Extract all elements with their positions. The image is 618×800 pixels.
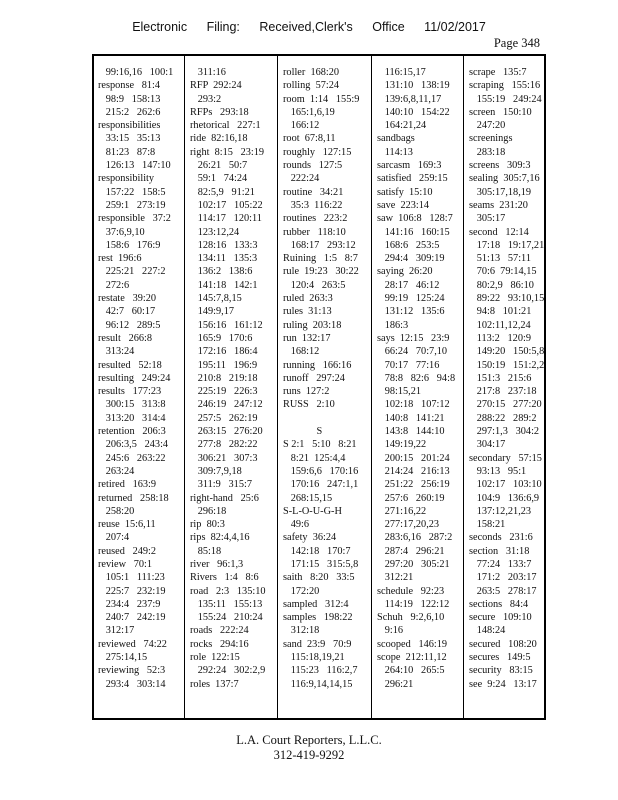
index-entry: 85:18	[190, 545, 222, 557]
index-entry: 311:16	[190, 67, 226, 78]
column-divider	[277, 56, 278, 718]
index-entry: 94:8 101:21	[469, 306, 532, 318]
index-entry: 251:22 256:19	[377, 479, 450, 491]
index-entry: review 70:1	[98, 558, 153, 570]
index-entry: 159:6,6 170:16	[283, 465, 359, 477]
index-entry: 120:4 263:5	[283, 279, 346, 291]
index-entry: 81:23 87:8	[98, 146, 156, 158]
index-entry: 270:15 277:20	[469, 399, 542, 411]
index-entry: 225:7 232:19	[98, 585, 166, 597]
index-entry: 149:19,22	[377, 439, 427, 451]
index-entry: 206:3,5 243:4	[98, 439, 169, 451]
index-entry: 28:17 46:12	[377, 279, 440, 291]
index-entry: see 9:24 13:17	[469, 678, 537, 690]
index-entry: S-L-O-U-G-H	[283, 505, 342, 517]
index-entry: 104:9 136:6,9	[469, 492, 540, 504]
index-entry: 283:18	[469, 146, 506, 158]
index-entry: scooped 146:19	[377, 638, 448, 650]
index-entry: 168:17 293:12	[283, 239, 356, 251]
index-entry: 149:9,17	[190, 306, 235, 318]
index-entry: 222:24	[283, 173, 320, 185]
index-entry: 126:13 147:10	[98, 160, 171, 172]
index-entry: 294:4 309:19	[377, 253, 445, 265]
index-entry: ride 82:16,18	[190, 133, 248, 145]
index-entry: 99:19 125:24	[377, 293, 445, 305]
index-entry: 195:11 196:9	[190, 359, 258, 371]
footer-phone: 312-419-9292	[273, 748, 345, 762]
filing-header	[0, 20, 618, 34]
index-entry: rip 80:3	[190, 519, 225, 531]
page-number: Page 348	[493, 36, 540, 50]
index-entry: rounds 127:5	[283, 160, 343, 172]
filing-header-office: Office	[372, 20, 405, 34]
index-entry: 139:6,8,11,17	[377, 93, 442, 105]
index-entry: saith 8:20 33:5	[283, 572, 355, 584]
index-entry: 102:17 105:22	[190, 199, 263, 211]
index-entry: ruling 203:18	[283, 319, 342, 331]
index-entry: root 67:8,11	[283, 133, 336, 145]
index-entry: 142:18 170:7	[283, 545, 351, 557]
index-entry: 114:17 120:11	[190, 213, 262, 225]
index-entry: 313:20 314:4	[98, 412, 166, 424]
index-entry: 150:19 151:2,2	[469, 359, 545, 371]
index-entry: 35:3 116:22	[283, 199, 343, 211]
index-entry: 102:18 107:12	[377, 399, 450, 411]
index-entry: rhetorical 227:1	[190, 120, 261, 132]
index-entry: 171:2 203:17	[469, 572, 537, 584]
index-entry: says 12:15 23:9	[377, 332, 450, 344]
index-column-1	[98, 66, 184, 714]
index-entry: 214:24 216:13	[377, 465, 450, 477]
index-entry: 158:6 176:9	[98, 239, 161, 251]
index-entry: 287:4 296:21	[377, 545, 445, 557]
index-entry: screen 150:10	[469, 106, 532, 118]
index-entry: Schuh 9:2,6,10	[377, 612, 445, 624]
index-entry: 145:7,8,15	[190, 293, 242, 305]
index-entry: 264:10 265:5	[377, 665, 445, 677]
index-entry: 263:5 278:17	[469, 585, 537, 597]
index-column-5	[469, 66, 545, 714]
index-entry: 156:16 161:12	[190, 319, 263, 331]
index-entry: 277:8 282:22	[190, 439, 258, 451]
index-entry: 77:24 133:7	[469, 558, 532, 570]
index-entry: S 2:1 5:10 8:21	[283, 439, 357, 451]
index-entry: responsible 37:2	[98, 213, 171, 225]
index-entry: 297:20 305:21	[377, 558, 450, 570]
index-entry: 140:8 141:21	[377, 412, 445, 424]
index-entry: satisfy 15:10	[377, 186, 433, 198]
index-entry: 168:12	[283, 346, 320, 358]
index-entry: 296:18	[190, 505, 227, 517]
index-entry: rocks 294:16	[190, 638, 249, 650]
index-entry: returned 258:18	[98, 492, 169, 504]
index-entry: 272:6	[98, 279, 130, 291]
index-entry: 186:3	[377, 319, 409, 331]
index-column-4	[377, 66, 463, 714]
index-entry: 96:12 289:5	[98, 319, 161, 331]
index-entry: running 166:16	[283, 359, 352, 371]
index-entry: roughly 127:15	[283, 146, 352, 158]
index-entry: sealing 305:7,16	[469, 173, 540, 185]
index-column-3	[283, 66, 371, 714]
column-divider	[371, 56, 372, 718]
index-entry: 258:20	[98, 505, 135, 517]
index-entry: RFP 292:24	[190, 80, 242, 92]
index-entry: 172:16 186:4	[190, 346, 258, 358]
index-entry: 123:12,24	[190, 226, 240, 238]
index-entry: 116:9,14,14,15	[283, 678, 353, 690]
index-entry: seconds 231:6	[469, 532, 533, 544]
index-entry: run 132:17	[283, 332, 331, 344]
index-entry: runoff 297:24	[283, 372, 345, 384]
index-entry: 300:15 313:8	[98, 399, 166, 411]
index-entry: 26:21 50:7	[190, 160, 248, 172]
index-entry: secured 108:20	[469, 638, 537, 650]
index-entry: roller 168:20	[283, 67, 340, 78]
index-entry: 246:19 247:12	[190, 399, 263, 411]
index-entry: 297:1,3 304:2	[469, 426, 540, 438]
column-divider	[463, 56, 464, 718]
index-entry: 140:10 154:22	[377, 106, 450, 118]
index-entry: 257:5 262:19	[190, 412, 258, 424]
index-entry: 128:16 133:3	[190, 239, 258, 251]
index-entry: 217:8 237:18	[469, 386, 537, 398]
index-entry: 9:16	[377, 625, 404, 637]
index-entry: 148:24	[469, 625, 506, 637]
index-entry: 215:2 262:6	[98, 106, 161, 118]
index-entry: right-hand 25:6	[190, 492, 259, 504]
index-entry: 225:21 227:2	[98, 266, 166, 278]
index-entry: 312:21	[377, 572, 414, 584]
index-entry: routines 223:2	[283, 213, 348, 225]
index-entry: runs 127:2	[283, 386, 330, 398]
index-entry: 102:17 103:10	[469, 479, 542, 491]
index-entry: rule 19:23 30:22	[283, 266, 359, 278]
index-entry: 304:17	[469, 439, 506, 451]
index-entry: 99:16,16 100:1	[98, 67, 174, 78]
index-entry: 305:17,18,19	[469, 186, 532, 198]
filing-header-filing: Filing:	[206, 20, 240, 34]
filing-header-date: 11/02/2017	[424, 20, 486, 34]
index-entry: 283:6,16 287:2	[377, 532, 453, 544]
index-entry	[283, 412, 371, 425]
index-entry: role 122:15	[190, 652, 240, 664]
index-entry: 207:4	[98, 532, 130, 544]
index-entry: responsibility	[98, 173, 155, 185]
index-entry: 158:21	[469, 519, 506, 531]
index-entry: reused 249:2	[98, 545, 157, 557]
index-entry: sampled 312:4	[283, 598, 349, 610]
index-entry: scrape 135:7	[469, 67, 527, 78]
index-entry: results 177:23	[98, 386, 162, 398]
index-entry: sand 23:9 70:9	[283, 638, 352, 650]
index-entry: room 1:14 155:9	[283, 93, 360, 105]
index-entry: 200:15 201:24	[377, 452, 450, 464]
index-entry: road 2:3 135:10	[190, 585, 266, 597]
index-entry: reviewing 52:3	[98, 665, 166, 677]
index-entry: 155:19 249:24	[469, 93, 542, 105]
index-entry: 309:7,9,18	[190, 465, 242, 477]
index-entry: retention 206:3	[98, 426, 166, 438]
index-entry: second 12:14	[469, 226, 529, 238]
index-entry: 33:15 35:13	[98, 133, 161, 145]
footer-company: L.A. Court Reporters, L.L.C.	[236, 733, 382, 747]
index-entry: 105:1 111:23	[98, 572, 165, 584]
index-entry: 49:6	[283, 519, 310, 531]
index-entry: 225:19 226:3	[190, 386, 258, 398]
index-entry: 311:9 315:7	[190, 479, 252, 491]
index-entry: result 266:8	[98, 332, 153, 344]
index-entry: 143:8 144:10	[377, 426, 445, 438]
index-entry: 210:8 219:18	[190, 372, 258, 384]
index-entry: 70:17 77:16	[377, 359, 440, 371]
index-entry: 293:4 303:14	[98, 678, 166, 690]
index-entry: 8:21 125:4,4	[283, 452, 346, 464]
index-entry: 113:2 120:9	[469, 332, 531, 344]
index-entry: Rivers 1:4 8:6	[190, 572, 259, 584]
index-entry: screenings	[469, 133, 513, 145]
index-entry: retired 163:9	[98, 479, 157, 491]
index-entry: saying 26:20	[377, 266, 433, 278]
index-entry: 134:11 135:3	[190, 253, 258, 265]
index-entry: 312:18	[283, 625, 320, 637]
index-frame	[92, 54, 546, 720]
index-entry: 89:22 93:10,15	[469, 293, 545, 305]
index-entry: roads 222:24	[190, 625, 249, 637]
index-entry: 66:24 70:7,10	[377, 346, 448, 358]
index-entry: rolling 57:24	[283, 80, 340, 92]
index-entry: 240:7 242:19	[98, 612, 166, 624]
index-entry: 137:12,21,23	[469, 505, 532, 517]
index-entry: 288:22 289:2	[469, 412, 537, 424]
index-entry: roles 137:7	[190, 678, 239, 690]
index-entry: 171:15 315:5,8	[283, 558, 359, 570]
index-entry: 275:14,15	[98, 652, 148, 664]
index-entry: rubber 118:10	[283, 226, 346, 238]
index-entry: satisfied 259:15	[377, 173, 448, 185]
index-entry: sections 84:4	[469, 598, 529, 610]
index-entry: 116:15,17	[377, 67, 426, 78]
index-entry: 114:19 122:12	[377, 598, 450, 610]
index-entry: 166:12	[283, 120, 320, 132]
index-entry: 59:1 74:24	[190, 173, 248, 185]
index-entry: 165:1,6,19	[283, 106, 335, 118]
index-entry: reuse 15:6,11	[98, 519, 156, 531]
index-entry: secure 109:10	[469, 612, 532, 624]
index-entry: 165:9 170:6	[190, 332, 253, 344]
index-entry: 263:24	[98, 465, 135, 477]
index-entry: routine 34:21	[283, 186, 344, 198]
index-column-2	[190, 66, 277, 714]
index-entry: 17:18 19:17,21	[469, 239, 545, 251]
index-entry: rest 196:6	[98, 253, 142, 265]
index-entry: resulted 52:18	[98, 359, 162, 371]
index-entry: 268:15,15	[283, 492, 333, 504]
index-entry: 115:23 116:2,7	[283, 665, 358, 677]
index-entry: 155:24 210:24	[190, 612, 263, 624]
column-divider	[184, 56, 185, 718]
index-entry: 292:24 302:2,9	[190, 665, 266, 677]
index-entry: 141:16 160:15	[377, 226, 450, 238]
index-entry: restate 39:20	[98, 293, 157, 305]
index-entry: 257:6 260:19	[377, 492, 445, 504]
index-entry: 312:17	[98, 625, 135, 637]
index-entry: 115:18,19,21	[283, 652, 345, 664]
index-entry: schedule 92:23	[377, 585, 445, 597]
index-entry: RUSS 2:10	[283, 399, 335, 411]
index-entry: 149:20 150:5,8	[469, 346, 545, 358]
index-entry: 42:7 60:17	[98, 306, 156, 318]
index-entry: 102:11,12,24	[469, 319, 531, 331]
index-entry: security 83:15	[469, 665, 533, 677]
index-entry: 271:16,22	[377, 505, 427, 517]
index-entry: 135:11 155:13	[190, 598, 263, 610]
index-entry: 305:17	[469, 213, 506, 225]
index-entry: 114:13	[377, 146, 413, 158]
index-entry: 131:12 135:6	[377, 306, 445, 318]
index-entry: 98:15,21	[377, 386, 422, 398]
index-entry: seams 231:20	[469, 199, 528, 211]
index-entry: rips 82:4,4,16	[190, 532, 250, 544]
index-entry: 306:21 307:3	[190, 452, 258, 464]
index-entry: secondary 57:15	[469, 452, 542, 464]
index-entry: saw 106:8 128:7	[377, 213, 453, 225]
index-entry: 37:6,9,10	[98, 226, 145, 238]
index-entry: ruled 263:3	[283, 293, 333, 305]
index-entry: 51:13 57:11	[469, 253, 531, 265]
index-entry: section 31:18	[469, 545, 530, 557]
index-entry: sandbags	[377, 133, 415, 145]
index-entry: 141:18 142:1	[190, 279, 258, 291]
filing-header-electronic: Electronic	[132, 20, 188, 34]
index-entry: 263:15 276:20	[190, 426, 263, 438]
index-entry: river 96:1,3	[190, 558, 244, 570]
index-entry: 168:6 253:5	[377, 239, 440, 251]
index-entry: 259:1 273:19	[98, 199, 166, 211]
index-entry: 82:5,9 91:21	[190, 186, 255, 198]
index-entry: resulting 249:24	[98, 372, 171, 384]
index-entry: rules 31:13	[283, 306, 332, 318]
filing-header-received: Received,Clerk's	[259, 20, 353, 34]
index-entry: scope 212:11,12	[377, 652, 447, 664]
index-entry: 247:20	[469, 120, 506, 132]
index-entry: right 8:15 23:19	[190, 146, 265, 158]
index-entry: 98:9 158:13	[98, 93, 161, 105]
index-entry: 136:2 138:6	[190, 266, 253, 278]
index-entry: Ruining 1:5 8:7	[283, 253, 358, 265]
index-entry: reviewed 74:22	[98, 638, 167, 650]
index-entry: screens 309:3	[469, 160, 531, 172]
index-entry: secures 149:5	[469, 652, 531, 664]
index-entry: 93:13 95:1	[469, 465, 527, 477]
index-entry: 277:17,20,23	[377, 519, 440, 531]
index-entry: response 81:4	[98, 80, 161, 92]
index-entry: 293:2	[190, 93, 222, 105]
index-entry: 234:4 237:9	[98, 598, 161, 610]
index-entry: 170:16 247:1,1	[283, 479, 359, 491]
index-entry: 131:10 138:19	[377, 80, 450, 92]
index-entry: 313:24	[98, 346, 135, 358]
index-entry: S	[283, 426, 323, 438]
index-entry: 157:22 158:5	[98, 186, 166, 198]
index-entry: sarcasm 169:3	[377, 160, 442, 172]
index-entry: 296:21	[377, 678, 414, 690]
index-entry: safety 36:24	[283, 532, 337, 544]
index-entry: responsibilities	[98, 120, 161, 132]
index-entry: 164:21,24	[377, 120, 427, 132]
index-entry: 245:6 263:22	[98, 452, 166, 464]
index-entry: save 223:14	[377, 199, 430, 211]
index-entry: 151:3 215:6	[469, 372, 532, 384]
index-entry: 78:8 82:6 94:8	[377, 372, 456, 384]
index-entry: 172:20	[283, 585, 320, 597]
index-entry: 80:2,9 86:10	[469, 279, 534, 291]
index-entry: samples 198:22	[283, 612, 353, 624]
index-entry: RFPs 293:18	[190, 106, 249, 118]
index-entry: 70:6 79:14,15	[469, 266, 537, 278]
index-entry: scraping 155:16	[469, 80, 541, 92]
